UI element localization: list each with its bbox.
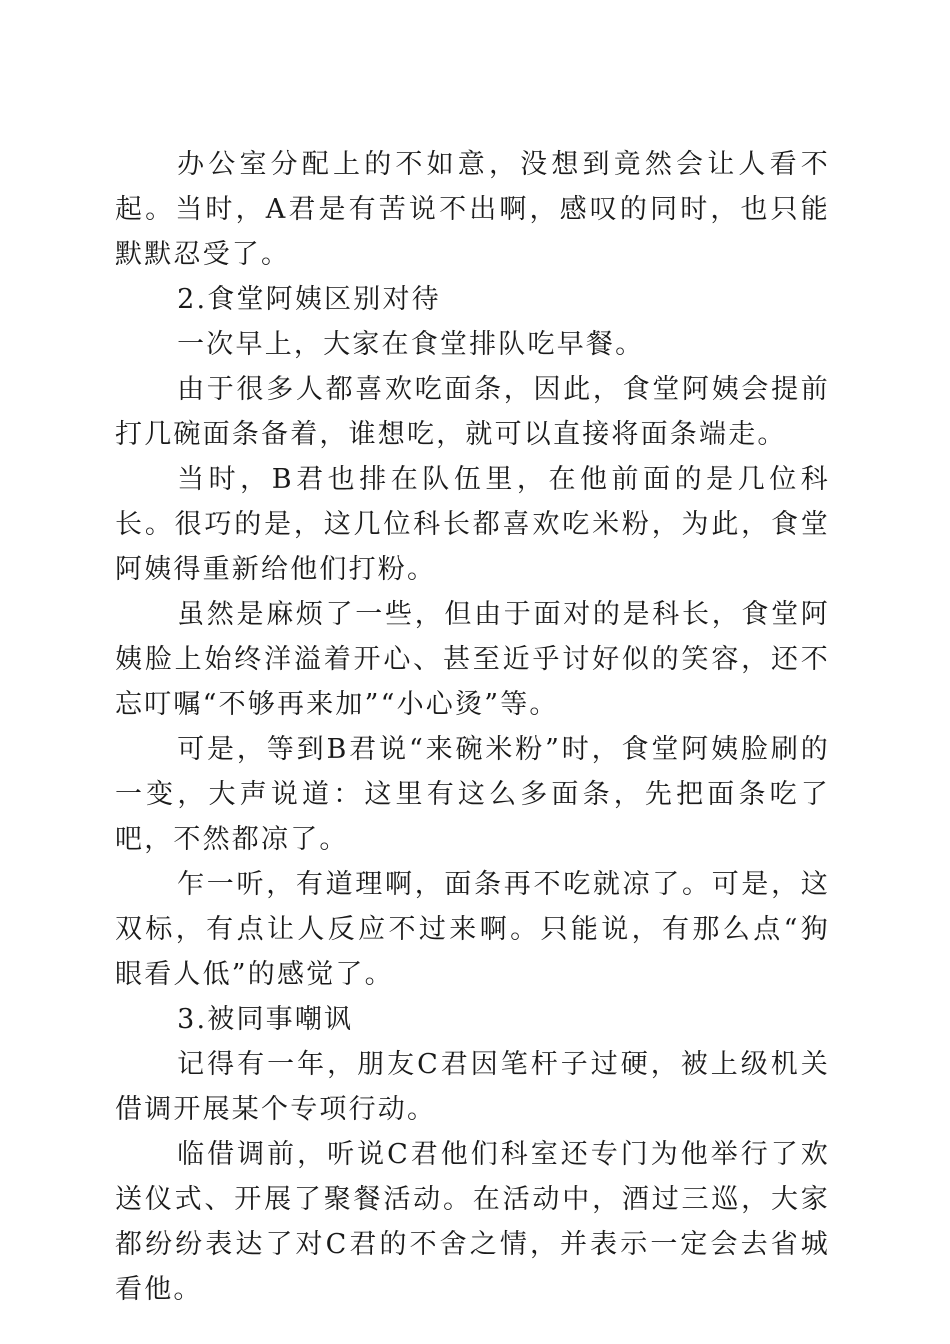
paragraph-2: 一次早上，大家在食堂排队吃早餐。 xyxy=(177,329,645,360)
section-heading-3: 3.被同事嘲讽 xyxy=(177,1004,354,1035)
paragraph-4: 当时，B君也排在队伍里，在他前面的是几位科长。很巧的是，这几位科长都喜欢吃米粉，为此，食堂阿姨得重新给他们打粉。 xyxy=(115,464,830,585)
paragraph-9: 临借调前，听说C君他们科室还专门为他举行了欢送仪式、开展了聚餐活动。在活动中，酒过三巡，大家都纷纷表达了对C君的不舍之情，并表示一定会去省城看他。 xyxy=(115,1139,830,1305)
section-heading-2: 2.食堂阿姨区别对待 xyxy=(177,284,441,315)
paragraph-8: 记得有一年，朋友C君因笔杆子过硬，被上级机关借调开展某个专项行动。 xyxy=(115,1049,830,1125)
paragraph-5: 虽然是麻烦了一些，但由于面对的是科长，食堂阿姨脸上始终洋溢着开心、甚至近乎讨好似的笑容，还不忘叮嘱“不够再来加”“小心烫”等。 xyxy=(115,599,830,720)
paragraph-6: 可是，等到B君说“来碗米粉”时，食堂阿姨脸刷的一变，大声说道：这里有这么多面条，先把面条吃了吧，不然都凉了。 xyxy=(115,734,830,855)
paragraph-7: 乍一听，有道理啊，面条再不吃就凉了。可是，这双标，有点让人反应不过来啊。只能说，有那么点“狗眼看人低”的感觉了。 xyxy=(115,869,830,990)
paragraph-3: 由于很多人都喜欢吃面条，因此，食堂阿姨会提前打几碗面条备着，谁想吃，就可以直接将面条端走。 xyxy=(115,374,830,450)
document-body xyxy=(115,142,830,1312)
paragraph-1: 办公室分配上的不如意，没想到竟然会让人看不起。当时，A君是有苦说不出啊，感叹的同时，也只能默默忍受了。 xyxy=(115,149,830,270)
